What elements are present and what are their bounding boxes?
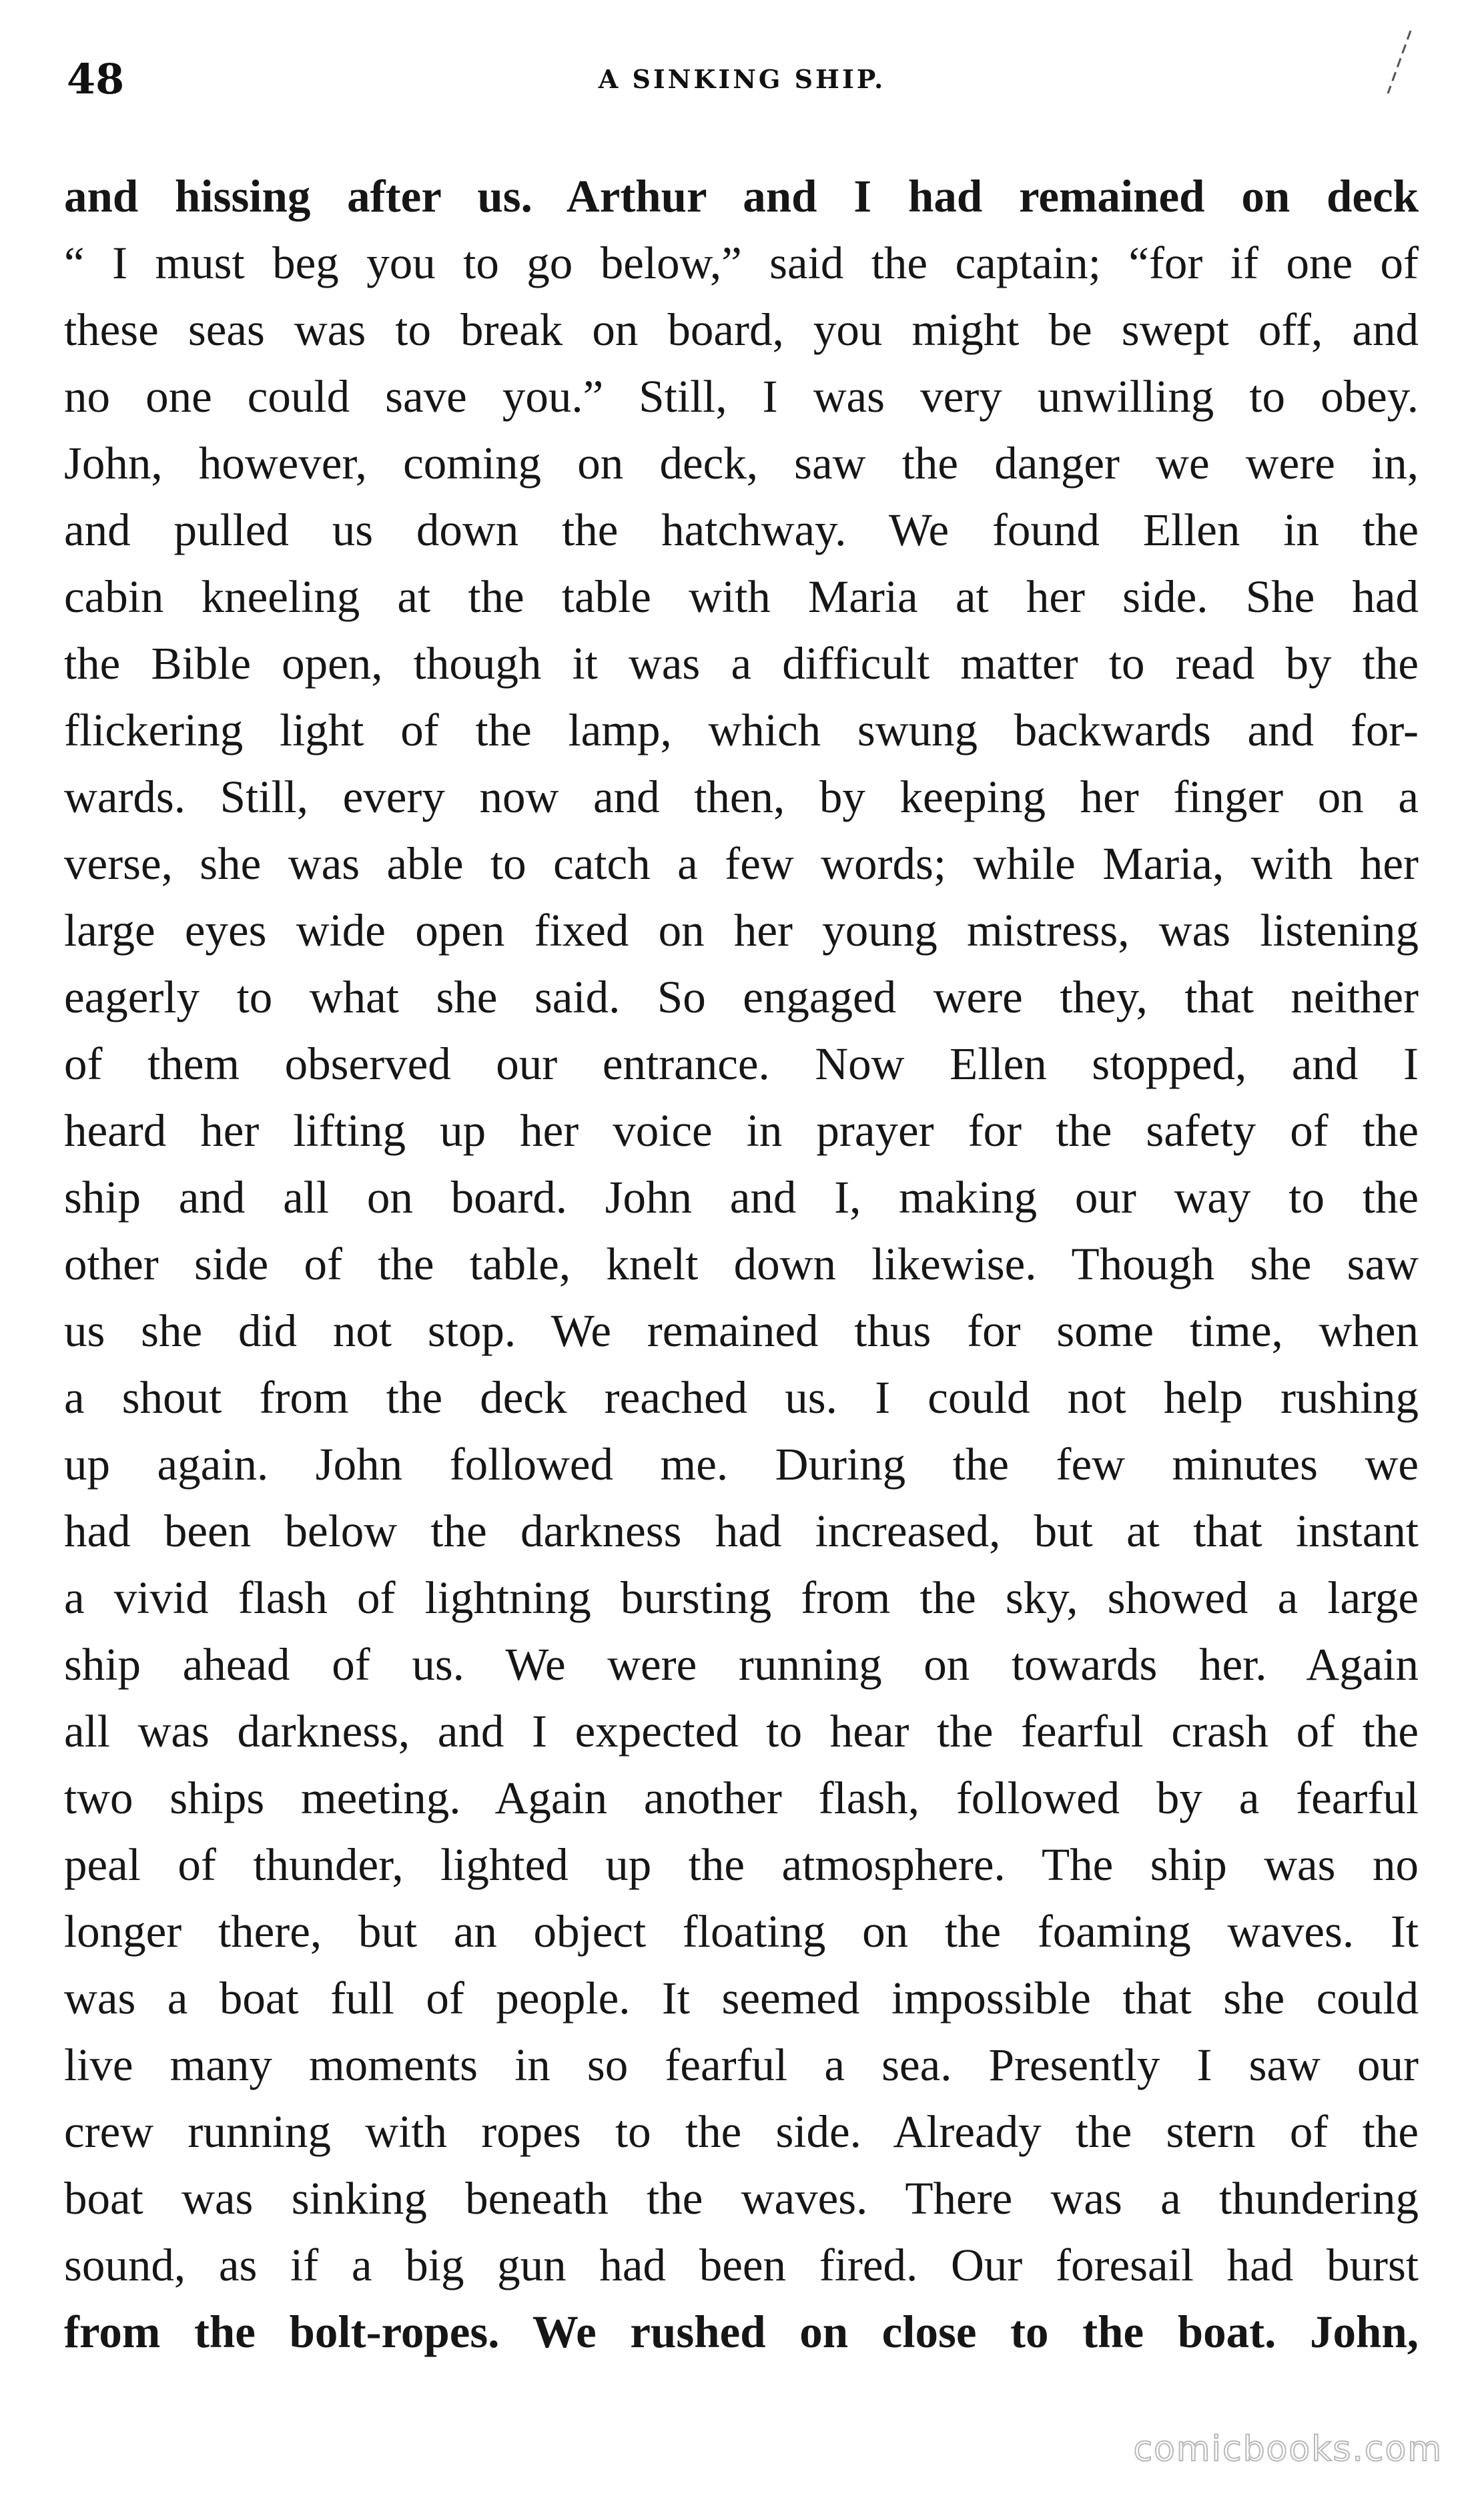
text-line: heard her lifting up her voice in prayer for the safety of the	[64, 1105, 1419, 1156]
text-line: was a boat full of people. It seemed impossible that she could	[64, 1973, 1419, 2023]
text-line: us she did not stop. We remained thus for some time, when	[64, 1305, 1419, 1356]
text-line: from the bolt-ropes. We rushed on close to the boat. John,	[64, 2306, 1419, 2357]
text-line: and hissing after us. Arthur and I had remained on deck	[64, 171, 1419, 222]
text-line: flickering light of the lamp, which swung backwards and for-	[64, 705, 1419, 755]
text-line: verse, she was able to catch a few words; while Maria, with her	[64, 838, 1419, 889]
pencil-mark-icon	[1381, 27, 1415, 100]
page-number: 48	[67, 55, 125, 103]
text-line: boat was sinking beneath the waves. There was a thundering	[64, 2173, 1419, 2224]
text-line: John, however, coming on deck, saw the danger we were in,	[64, 438, 1419, 489]
text-line: sound, as if a big gun had been fired. Our foresail had burst	[64, 2240, 1419, 2290]
text-line: wards. Still, every now and then, by keeping her finger on a	[64, 771, 1419, 822]
text-line: all was darkness, and I expected to hear the fearful crash of the	[64, 1706, 1419, 1757]
text-line: live many moments in so fearful a sea. Presently I saw our	[64, 2040, 1419, 2090]
text-line: large eyes wide open fixed on her young mistress, was listening	[64, 905, 1419, 956]
running-title: A SINKING SHIP.	[598, 64, 886, 94]
text-line: the Bible open, though it was a difficult matter to read by the	[64, 638, 1419, 689]
text-line: a shout from the deck reached us. I could not help rushing	[64, 1372, 1419, 1423]
text-line: eagerly to what she said. So engaged were they, that neither	[64, 972, 1419, 1022]
text-line: crew running with ropes to the side. Already the stern of the	[64, 2106, 1419, 2157]
text-line: these seas was to break on board, you might be swept off, and	[64, 304, 1419, 355]
text-line: ship and all on board. John and I, making our way to the	[64, 1172, 1419, 1223]
text-line: no one could save you.” Still, I was very unwilling to obey.	[64, 371, 1419, 422]
text-line: “ I must beg you to go below,” said the captain; “for if one of	[64, 238, 1419, 288]
text-line: cabin kneeling at the table with Maria at her side. She had	[64, 571, 1419, 622]
text-line: had been below the darkness had increased, but at that instant	[64, 1506, 1419, 1556]
text-line: longer there, but an object floating on the foaming waves. It	[64, 1906, 1419, 1957]
text-line: peal of thunder, lighted up the atmosphere. The ship was no	[64, 1839, 1419, 1890]
text-line: and pulled us down the hatchway. We found Ellen in the	[64, 505, 1419, 555]
body-text	[64, 163, 1419, 2365]
text-line: other side of the table, knelt down likewise. Though she saw	[64, 1239, 1419, 1289]
text-line: two ships meeting. Again another flash, followed by a fearful	[64, 1773, 1419, 1823]
text-line: ship ahead of us. We were running on towards her. Again	[64, 1639, 1419, 1690]
text-line: up again. John followed me. During the few minutes we	[64, 1439, 1419, 1490]
text-line: of them observed our entrance. Now Ellen stopped, and I	[64, 1038, 1419, 1089]
text-line: a vivid flash of lightning bursting from the sky, showed a large	[64, 1572, 1419, 1623]
watermark: comicbooks.com	[1133, 2429, 1443, 2469]
